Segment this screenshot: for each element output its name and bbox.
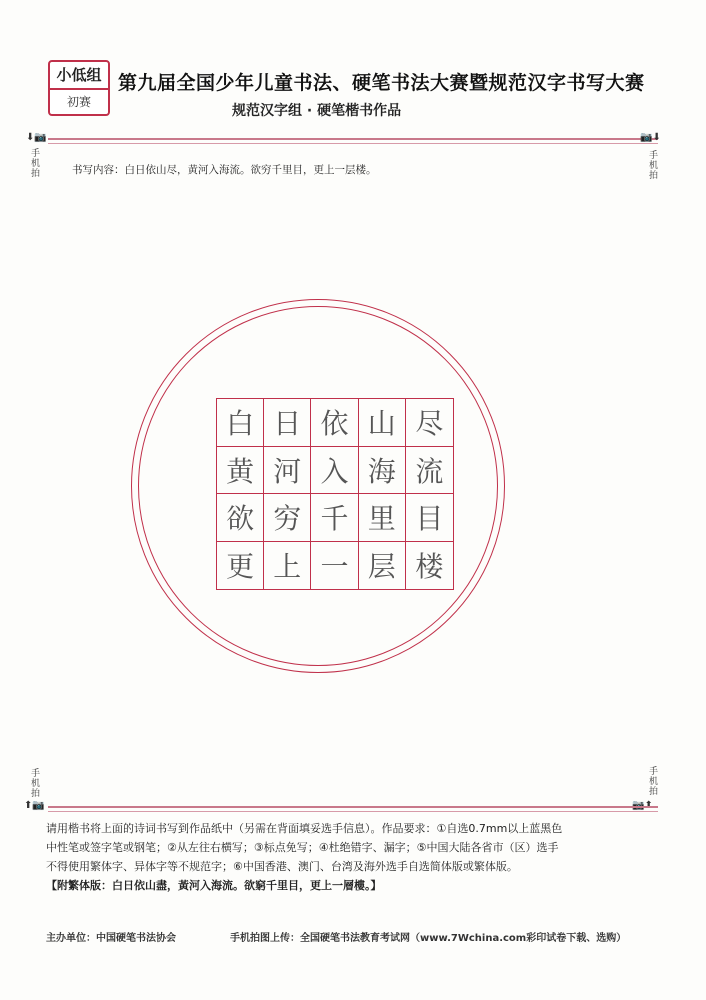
page-title: 第九届全国少年儿童书法、硬笔书法大赛暨规范汉字书写大赛 xyxy=(118,72,645,94)
grid-cell xyxy=(264,399,311,447)
handwritten-character: 日 xyxy=(273,407,302,441)
bottom-left-photo-mark xyxy=(24,800,45,811)
handwritten-character: 里 xyxy=(367,502,396,536)
arrow-up-icon: ⬆ xyxy=(24,800,33,811)
grid-cell xyxy=(311,542,358,590)
group-badge xyxy=(48,60,110,116)
bottom-divider xyxy=(48,806,658,808)
top-divider xyxy=(48,138,658,140)
grid-cell xyxy=(406,399,453,447)
grid-cell xyxy=(217,542,264,590)
handwritten-character: 入 xyxy=(320,454,349,488)
page-subtitle: 规范汉字组 · 硬笔楷书作品 xyxy=(232,103,402,119)
top-left-label: 手机拍 xyxy=(29,148,39,178)
grid-cell xyxy=(359,494,406,542)
grid-cell xyxy=(359,542,406,590)
handwritten-character: 穷 xyxy=(273,502,302,536)
handwritten-character: 山 xyxy=(367,407,396,441)
character-grid xyxy=(216,398,454,590)
upload-info: 手机拍图上传：全国硬笔书法教育考试网（www.7Wchina.com彩印试卷下载、选购） xyxy=(230,933,627,944)
handwritten-character: 海 xyxy=(367,454,396,488)
group-label: 小低组 xyxy=(50,62,108,90)
camera-icon: 📷 xyxy=(640,132,653,143)
traditional-version: 【附繁体版：白日依山盡，黃河入海流。欲窮千里目，更上一層樓。】 xyxy=(46,879,382,892)
camera-icon: 📷 xyxy=(34,132,47,143)
round-label: 初赛 xyxy=(66,95,91,109)
handwritten-character: 上 xyxy=(273,550,302,584)
handwritten-character: 层 xyxy=(367,550,396,584)
handwritten-character: 尽 xyxy=(415,407,444,441)
writing-content: 书写内容：白日依山尽，黄河入海流。欲穷千里目，更上一层楼。 xyxy=(72,164,377,176)
instructions xyxy=(46,819,666,895)
grid-cell xyxy=(217,447,264,495)
instruction-line: 请用楷书将上面的诗词书写到作品纸中（另需在背面填妥选手信息）。作品要求：①自选0.7mm以上蓝黑色 xyxy=(46,822,563,835)
handwritten-character: 一 xyxy=(320,550,349,584)
handwritten-character: 欲 xyxy=(226,502,255,536)
grid-cell xyxy=(264,447,311,495)
handwritten-character: 千 xyxy=(320,502,349,536)
handwritten-character: 流 xyxy=(415,454,444,488)
grid-cell xyxy=(359,399,406,447)
top-divider-thin xyxy=(48,143,658,144)
handwritten-character: 更 xyxy=(226,550,255,584)
grid-cell xyxy=(311,494,358,542)
instruction-line: 不得使用繁体字、异体字等不规范字；⑥中国香港、澳门、台湾及海外选手自选简体版或繁体版。 xyxy=(46,860,518,873)
arrow-up-icon: ⬆ xyxy=(644,800,653,811)
grid-cell xyxy=(311,399,358,447)
handwritten-character: 黄 xyxy=(226,454,255,488)
grid-cell xyxy=(406,447,453,495)
top-right-photo-mark xyxy=(640,132,661,143)
arrow-down-icon: ⬇ xyxy=(26,132,35,143)
handwritten-character: 依 xyxy=(320,407,349,441)
grid-cell xyxy=(264,494,311,542)
handwritten-character: 楼 xyxy=(415,550,444,584)
grid-cell xyxy=(406,542,453,590)
camera-icon: 📷 xyxy=(32,800,45,811)
top-left-photo-mark xyxy=(26,132,47,143)
grid-cell xyxy=(359,447,406,495)
bottom-divider-thin xyxy=(48,811,658,812)
grid-cell xyxy=(217,399,264,447)
handwritten-character: 河 xyxy=(273,454,302,488)
camera-icon: 📷 xyxy=(632,800,645,811)
grid-cell xyxy=(311,447,358,495)
grid-cell xyxy=(217,494,264,542)
bottom-left-label: 手机拍 xyxy=(29,768,39,798)
bottom-right-label: 手机拍 xyxy=(647,766,657,796)
grid-cell xyxy=(406,494,453,542)
handwritten-character: 目 xyxy=(415,502,444,536)
handwritten-character: 白 xyxy=(226,407,255,441)
instruction-line: 中性笔或签字笔或钢笔；②从左往右横写；③标点免写；④杜绝错字、漏字；⑤中国大陆各省市（区）选手 xyxy=(46,841,559,854)
grid-cell xyxy=(264,542,311,590)
top-right-label: 手机拍 xyxy=(647,150,657,180)
organizer: 主办单位：中国硬笔书法协会 xyxy=(46,933,176,944)
arrow-down-icon: ⬇ xyxy=(652,132,661,143)
